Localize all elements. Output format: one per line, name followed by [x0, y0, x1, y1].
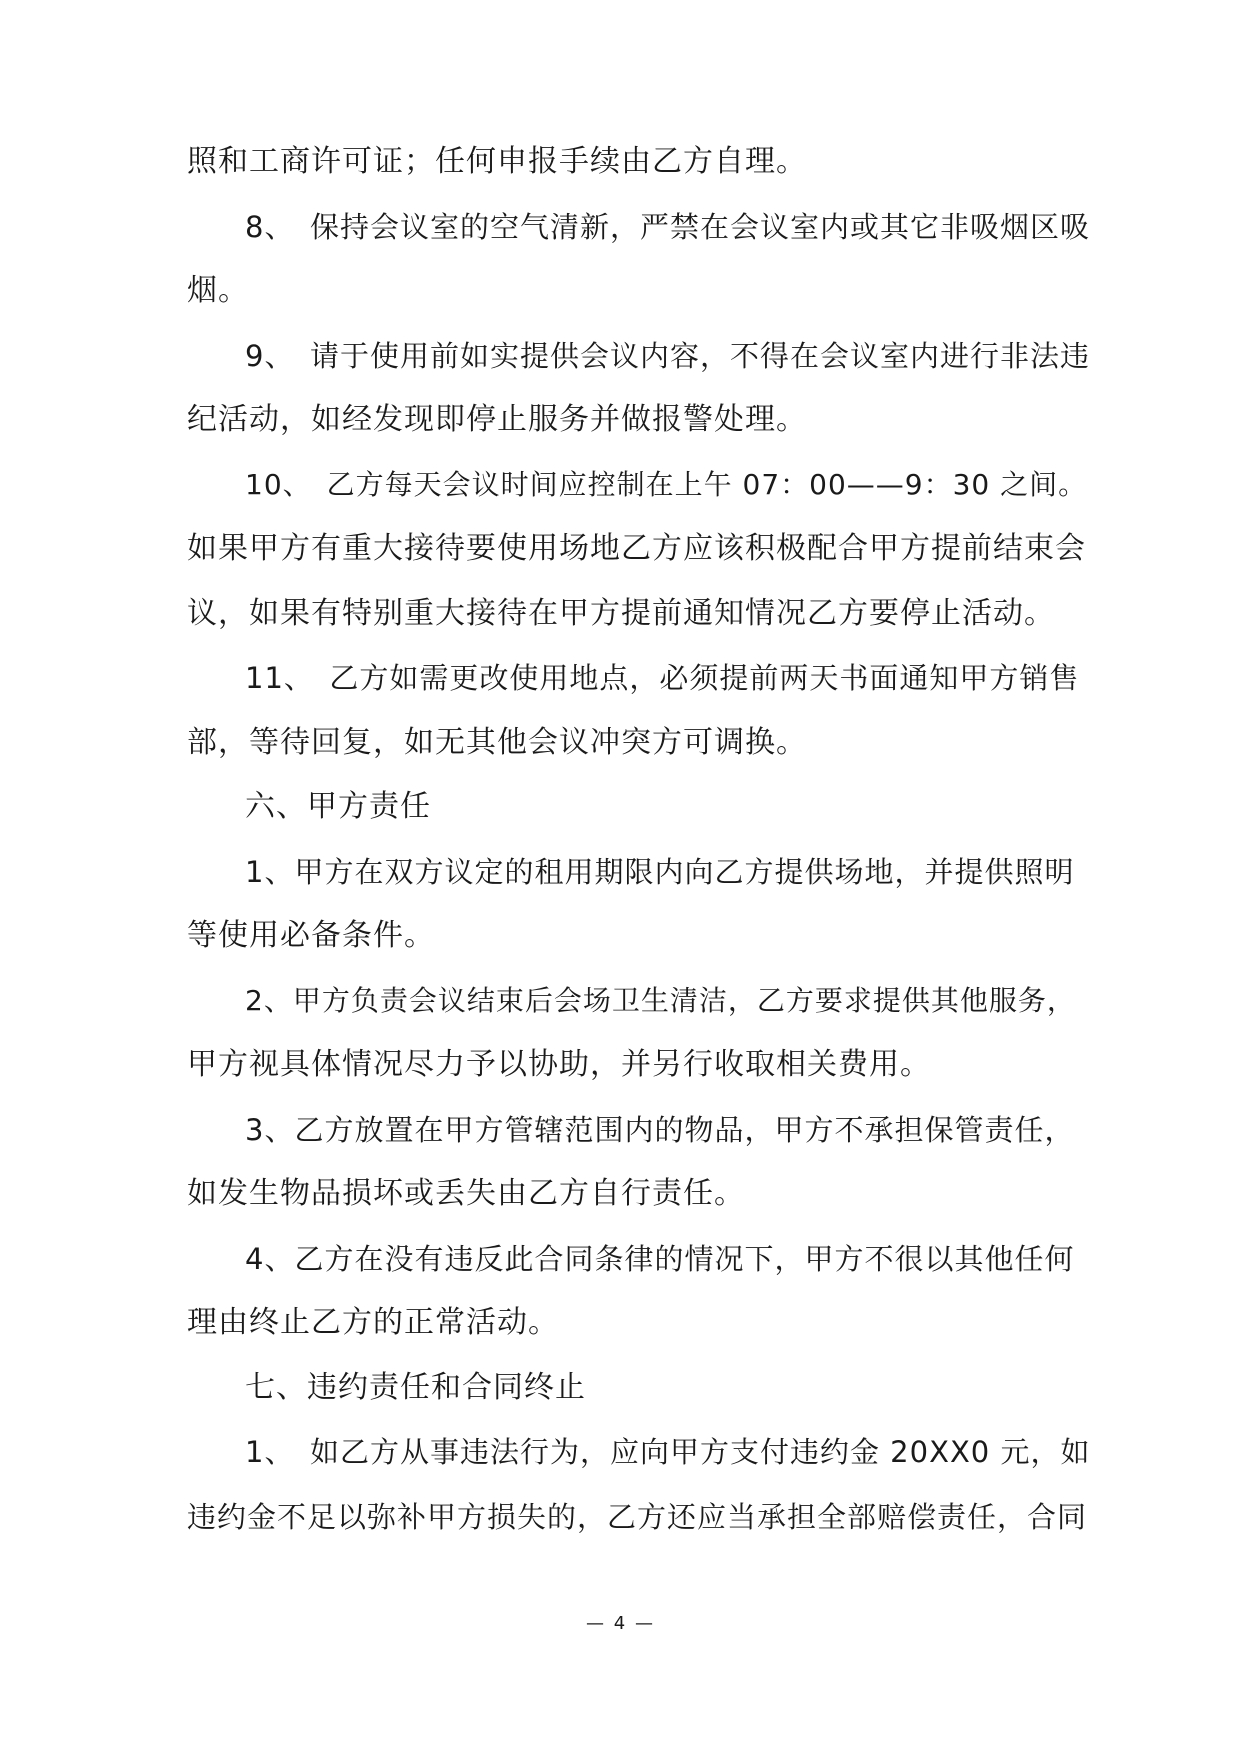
text-line: 违约金不足以弥补甲方损失的，乙方还应当承担全部赔偿责任，合同 [187, 1500, 1088, 1534]
page-number: — 4 — [586, 1613, 655, 1634]
text-line: 甲方视具体情况尽力予以协助，并另行收取相关费用。 [187, 1047, 931, 1082]
text-line: 11、 乙方如需更改使用地点，必须提前两天书面通知甲方销售 [245, 661, 1080, 695]
section-heading: 六、甲方责任 [245, 789, 431, 824]
text-line: 10、 乙方每天会议时间应控制在上午 07：00——9：30 之间。 [245, 468, 1088, 501]
text-line: 如果甲方有重大接待要使用场地乙方应该积极配合甲方提前结束会 [187, 531, 1086, 566]
text-line: 理由终止乙方的正常活动。 [187, 1305, 559, 1340]
text-line: 9、 请于使用前如实提供会议内容，不得在会议室内进行非法违 [245, 339, 1090, 373]
text-line: 1、甲方在双方议定的租用期限内向乙方提供场地，并提供照明 [245, 855, 1075, 889]
text-line: 2、甲方负责会议结束后会场卫生清洁，乙方要求提供其他服务， [245, 984, 1076, 1017]
text-line: 4、乙方在没有违反此合同条律的情况下，甲方不很以其他任何 [245, 1242, 1075, 1276]
text-line: 8、 保持会议室的空气清新，严禁在会议室内或其它非吸烟区吸 [245, 210, 1090, 244]
text-line: 如发生物品损坏或丢失由乙方自行责任。 [187, 1176, 745, 1211]
text-line: 烟。 [187, 273, 249, 308]
text-line: 部，等待回复，如无其他会议冲突方可调换。 [187, 725, 807, 760]
text-line: 等使用必备条件。 [187, 918, 435, 953]
text-line: 纪活动，如经发现即停止服务并做报警处理。 [187, 402, 807, 437]
text-line: 1、 如乙方从事违法行为，应向甲方支付违约金 20XX0 元，如 [245, 1435, 1091, 1469]
text-line: 3、乙方放置在甲方管辖范围内的物品，甲方不承担保管责任， [245, 1113, 1075, 1147]
text-line: 议，如果有特别重大接待在甲方提前通知情况乙方要停止活动。 [187, 596, 1055, 631]
section-heading: 七、违约责任和合同终止 [245, 1370, 586, 1405]
text-line: 照和工商许可证；任何申报手续由乙方自理。 [187, 144, 807, 179]
